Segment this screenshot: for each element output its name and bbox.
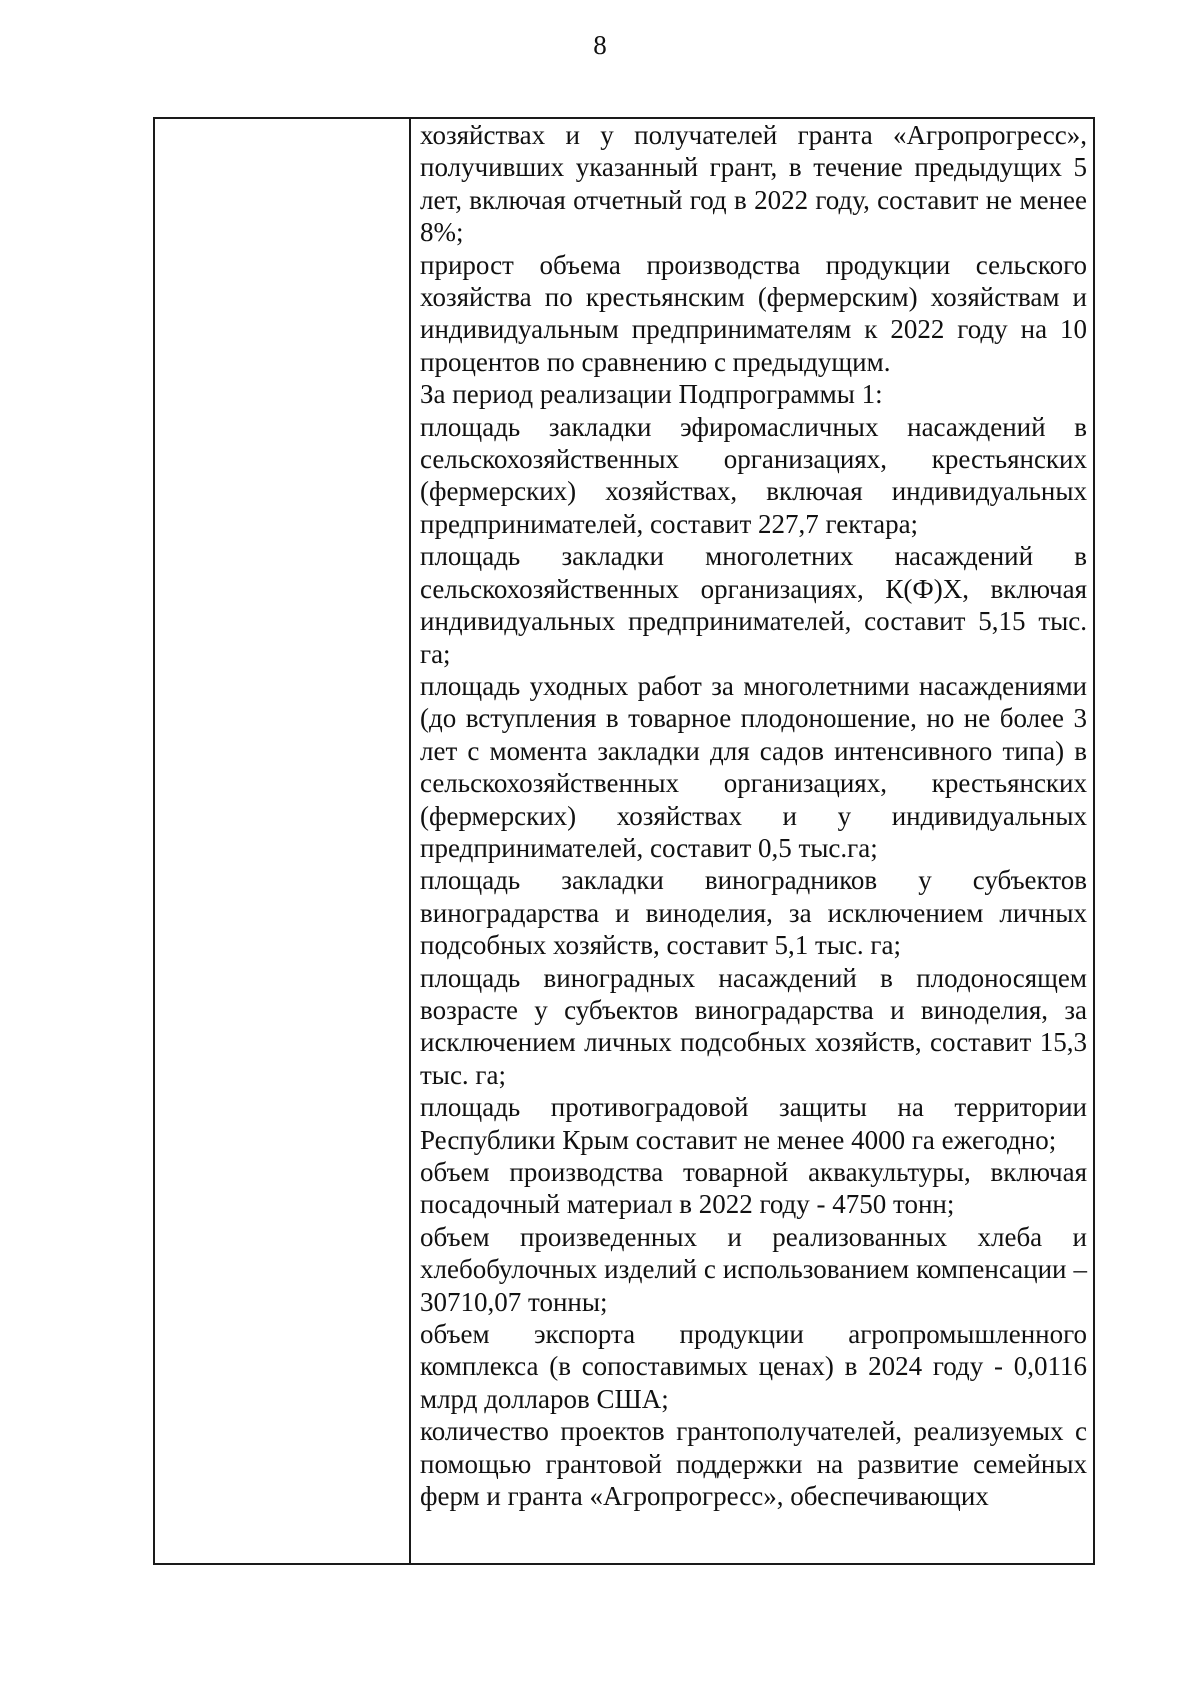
- text-paragraph: объем произведенных и реализованных хлеба и хлебобулочных изделий с использованием компенсации – 30710,07 тонны;: [420, 1221, 1087, 1317]
- table-right-cell: [411, 119, 1093, 1563]
- text-paragraph: прирост объема производства продукции сельского хозяйства по крестьянским (фермерским) хозяйствам и индивидуальным предпринимателям к 2022 году на 10 процентов по сравнению с предыдущим.: [420, 249, 1087, 377]
- text-paragraph: объем производства товарной аквакультуры, включая посадочный материал в 2022 году - 4750 тонн;: [420, 1157, 1087, 1220]
- table-left-cell: [155, 119, 411, 1563]
- text-paragraph: За период реализации Подпрограммы 1:: [420, 379, 883, 410]
- text-paragraph: количество проектов грантополучателей, реализуемых с помощью грантовой поддержки на развитие семейных ферм и гранта «Агропрогресс», обеспечивающих: [420, 1416, 1087, 1512]
- text-paragraph: объем экспорта продукции агропромышленного комплекса (в сопоставимых ценах) в 2024 году - 0,0116 млрд долларов США;: [420, 1319, 1087, 1414]
- text-paragraph: площадь закладки эфиромасличных насаждений в сельскохозяйственных организациях, крестьянских (фермерских) хозяйствах, включая индивидуальных предпринимателей, составит 227,7 гектара;: [420, 411, 1087, 539]
- text-paragraph: хозяйствах и у получателей гранта «Агропрогресс», получивших указанный грант, в течение предыдущих 5 лет, включая отчетный год в 2022 году, составит не менее 8%;: [420, 120, 1087, 248]
- text-paragraph: площадь закладки многолетних насаждений в сельскохозяйственных организациях, К(Ф)Х, включая индивидуальных предпринимателей, составит 5,15 тыс. га;: [420, 541, 1087, 669]
- text-paragraph: площадь закладки виноградников у субъектов виноградарства и виноделия, за исключением личных подсобных хозяйств, составит 5,1 тыс. га;: [420, 865, 1087, 961]
- program-table: [153, 117, 1095, 1565]
- text-paragraph: площадь виноградных насаждений в плодоносящем возрасте у субъектов виноградарства и виноделия, за исключением личных подсобных хозяйств, составит 15,3 тыс. га;: [420, 962, 1087, 1090]
- text-paragraph: площадь противоградовой защиты на территории Республики Крым составит не менее 4000 га ежегодно;: [420, 1092, 1087, 1155]
- page-number: 8: [593, 30, 607, 60]
- text-paragraph: площадь уходных работ за многолетними насаждениями (до вступления в товарное плодоношение, но не более 3 лет с момента закладки для садов интенсивного типа) в сельскохозяйственных организациях, крестьянских (фермерских) хозяйствах и у индивидуальных предпринимателей, составит 0,5 тыс.га;: [420, 670, 1087, 863]
